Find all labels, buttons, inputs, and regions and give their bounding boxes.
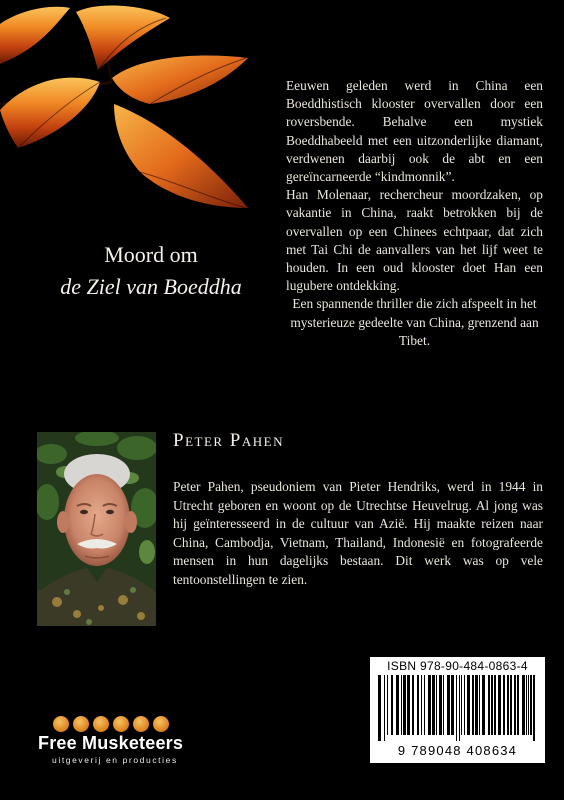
- author-photo: [37, 432, 156, 626]
- title-line-2: de Ziel van Boeddha: [60, 274, 242, 299]
- leaf-lower-left: [0, 78, 100, 148]
- publisher-tagline: uitgeverij en producties: [52, 755, 178, 765]
- blurb-paragraph-2: Han Molenaar, rechercheur moordzaken, op vakantie in China, raakt betrokken bij de overvallen op een Chinees echtpaar, dat zich met Tai Chi de aanvallers van het lijf weet te houden. In een oud klooster doet Han een lugubere ontdekking.: [286, 187, 543, 294]
- leaf-right: [112, 55, 248, 104]
- logo-icon-3: [93, 716, 109, 732]
- author-bio: Peter Pahen, pseudoniem van Pieter Hendriks, werd in 1944 in Utrecht geboren en woont op de Utrechtse Heuvelrug. Al jong was hij geïnteresseerd in de cultuur van Azië. Hij maakte reizen naar China, Cambodja, Vietnam, Thailand, Indonesië en fotografeerde mensen in hun dagelijks bestaan. Dit werk was op vele tentoonstellingen te zien.: [173, 479, 543, 587]
- barcode-bars: [376, 675, 539, 741]
- isbn-label: ISBN 978-90-484-0863-4: [387, 659, 528, 673]
- logo-icon-6: [153, 716, 169, 732]
- logo-icon-1: [53, 716, 69, 732]
- leaf-illustration: [0, 0, 260, 215]
- title-line-1: Moord om: [104, 242, 198, 267]
- author-name: Peter Pahen: [173, 430, 284, 451]
- blurb-paragraph-1: Eeuwen geleden werd in China een Boeddhistisch klooster overvallen door een roversbende. Behalve een mystiek Boeddhabeeld met een uitzonderlijke diamant, verdwenen daarbij ook de abt en een gereïncarneerde “kindmonnik”.: [286, 78, 543, 185]
- publisher-name: Free Musketeers: [38, 733, 184, 753]
- logo-icon-4: [113, 716, 129, 732]
- leaf-top-left: [0, 7, 70, 64]
- logo-icon-2: [73, 716, 89, 732]
- blurb-text: [286, 77, 543, 350]
- blurb-paragraph-3: Een spannende thriller die zich afspeelt in het mysterieuze gedeelte van China, grenzend aan Tibet.: [290, 296, 539, 348]
- isbn-barcode: [370, 657, 545, 763]
- book-title: [20, 239, 282, 303]
- leaf-bottom: [114, 104, 248, 208]
- publisher-logo-icons: [53, 716, 181, 734]
- logo-icon-5: [133, 716, 149, 732]
- isbn-digits: 9 789048 408634: [397, 743, 518, 758]
